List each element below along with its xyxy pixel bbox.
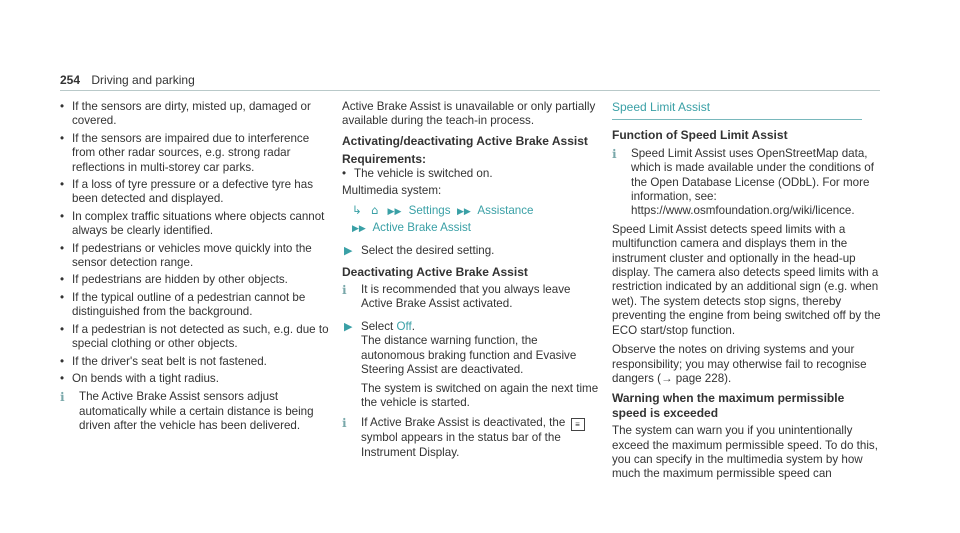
action-result: The distance warning function, the autonomous braking function and Evasive Steering Assist are deactivated. [361,334,577,377]
menu-path-continued [352,221,602,236]
action-prefix: Select [361,319,394,333]
column-2 [342,100,602,464]
action-step: ▶ Select Off. The distance warning function, the autonomous braking function and Evasive Steering Assist are deactivated. The system is switched on again the next time the vehicle is started. [342,320,602,410]
info-note-icon: ℹ︎ [342,283,347,298]
note-text-before: If Active Brake Assist is deactivated, the [361,416,566,430]
chapter-title: Driving and parking [91,73,195,87]
menu-item-settings: Settings [408,204,451,218]
list-item: • If the typical outline of a pedestrian cannot be distinguished from the background. [60,291,330,320]
header-divider [60,90,880,91]
multimedia-label: Multimedia system: [342,184,442,198]
info-note [342,283,602,312]
action-result-2: The system is switched on again the next time the vehicle is started. [361,381,599,409]
requirements-list [342,167,602,181]
list-item: • If the sensors are dirty, misted up, damaged or covered. [60,100,330,129]
double-chevron-icon: ▶▶ [352,223,366,234]
action-step [342,244,602,258]
list-item: • In complex traffic situations where objects cannot always be clearly identified. [60,210,330,239]
note-text: The Active Brake Assist sensors adjust automatically while a certain distance is being driven after the vehicle has been delivered. [79,390,314,433]
section-heading: Warning when the maximum permissible speed is exceeded [612,391,845,420]
info-note [60,390,330,433]
paragraph: Speed Limit Assist detects speed limits with a multifunction camera and displays them in the instrument cluster and optionally in the head-up display. The camera also detects speed limits with a restriction indicated by an additional sign (e.g. when wet). The system detects stop signs, thereby preventing the engine from being switched off by the ECO start/stop function. [612,222,881,337]
list-item: • If pedestrians or vehicles move quickly into the sensor detection range. [60,242,330,271]
list-item: • The vehicle is switched on. [342,167,602,181]
home-icon: ⌂ [370,203,379,218]
teach-in-text: Active Brake Assist is unavailable or only partially available during the teach-in process. [342,100,596,128]
option-off: Off [396,319,412,333]
page-header [60,73,195,87]
info-note-icon: ℹ︎ [342,416,347,431]
section-heading: Activating/deactivating Active Brake Assist [342,133,588,148]
column-1 [60,100,330,438]
action-arrow-icon: ▶ [344,319,353,333]
list-item: • On bends with a tight radius. [60,372,330,386]
list-item: • If pedestrians are hidden by other objects. [60,273,330,287]
paragraph: Observe the notes on driving systems and your responsibility; you may otherwise fail to recognise dangers (→ page 228). [612,343,867,385]
column-3 [612,100,882,487]
section-title: Speed Limit Assist [612,100,862,120]
double-chevron-icon: ▶▶ [387,207,402,218]
paragraph: The system can warn you if you unintentionally exceed the maximum permissible speed. To do this, you can specify in the multimedia system by how much the maximum permissible speed can [612,424,878,481]
note-text: Speed Limit Assist uses OpenStreetMap data, which is made available under the conditions of the Open Database License (ODbL). For more information, see: https://www.osmfoundation.org/wiki/licence. [631,146,874,218]
info-note-icon: ℹ︎ [60,390,65,405]
section-heading: Deactivating Active Brake Assist [342,264,528,279]
section-heading: Function of Speed Limit Assist [612,128,788,143]
action-text: Select the desired setting. [361,244,495,258]
list-item: • If the driver's seat belt is not fastened. [60,355,330,369]
list-item: • If a pedestrian is not detected as such, e.g. due to special clothing or other objects. [60,323,330,352]
limitations-list [60,100,330,386]
list-item: • If a loss of tyre pressure or a defective tyre has been detected and displayed. [60,178,330,207]
menu-item-active-brake-assist: Active Brake Assist [372,220,472,234]
menu-item-assistance: Assistance [477,204,534,218]
list-item: • If the sensors are impaired due to interference from other radar sources, e.g. strong radar reflections in multi-storey car parks. [60,132,330,175]
menu-path [352,203,602,219]
note-text-after: symbol appears in the status bar of the Instrument Display. [361,431,561,459]
double-chevron-icon: ▶▶ [456,207,471,218]
note-text: It is recommended that you always leave Active Brake Assist activated. [361,283,571,311]
info-note-icon: ℹ︎ [612,146,617,161]
brake-assist-off-icon: ≡ [571,418,585,431]
action-arrow-icon: ▶ [344,244,353,258]
requirements-label: Requirements: [342,152,427,167]
info-note [342,416,602,460]
info-note [612,147,882,219]
page-number: 254 [60,73,81,87]
menu-path-arrow-icon: ↳ [352,203,362,218]
